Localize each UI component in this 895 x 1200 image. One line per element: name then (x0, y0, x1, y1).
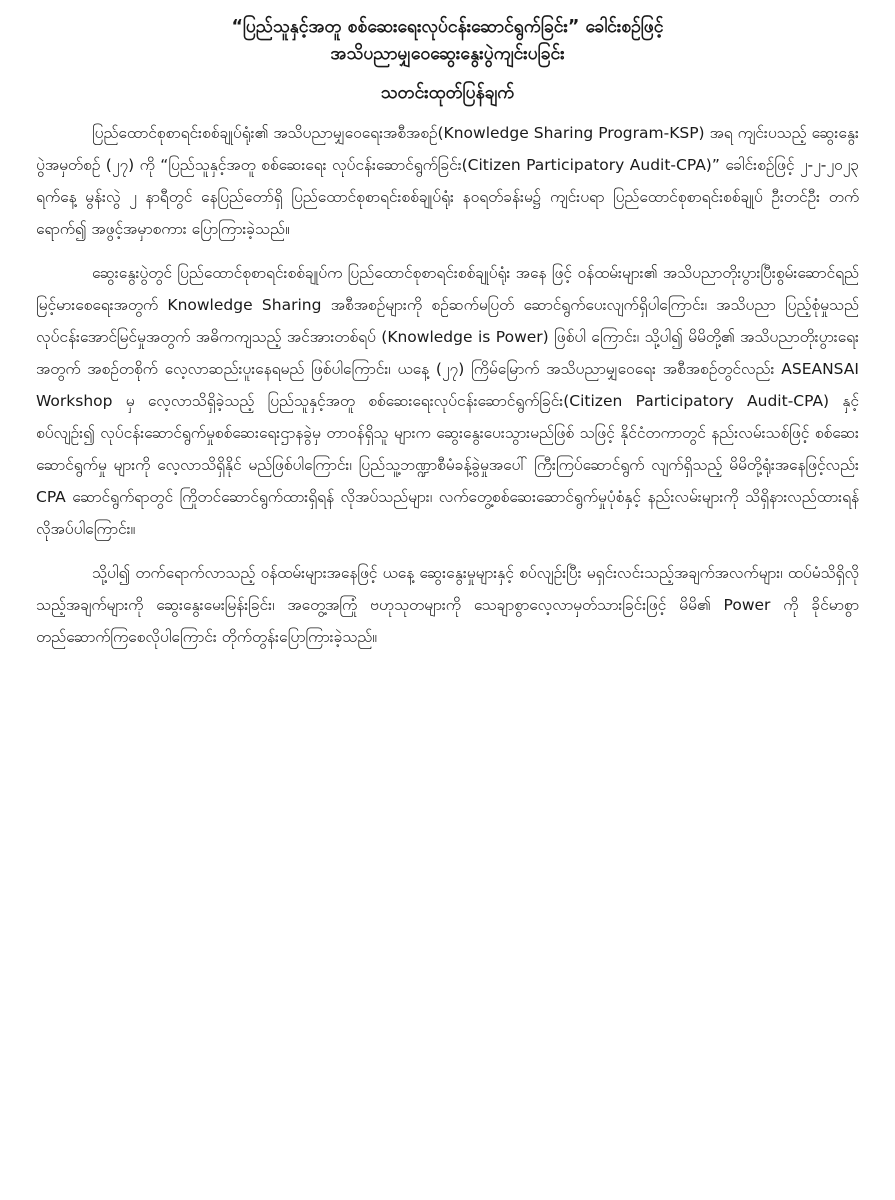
title-line-1: “ပြည်သူနှင့်အတူ စစ်ဆေးရေးလုပ်ငန်းဆောင်ရွက်ခြင်း” ခေါင်းစဉ်ဖြင့် (231, 17, 664, 37)
paragraph-3: သို့ပါ၍ တက်ရောက်လာသည့် ဝန်ထမ်းများအနေဖြင့် ယနေ့ ဆွေးနွေးမှုများနှင့် စပ်လျဉ်းပြီး မရှင်းလင်းသည့်အချက်အလက်များ၊ ထပ်မံသိရှိလိုသည့်အချက်များကို ဆွေးနွေးမေးမြန်းခြင်း၊ အတွေ့အကြုံ ဗဟုသုတများကို သေချာစွာလေ့လာမှတ်သားခြင်းဖြင့် မိမိ၏ Power ကို ခိုင်မာစွာ တည်ဆောက်ကြစေလိုပါကြောင်း တိုက်တွန်းပြောကြားခဲ့သည်။ (36, 564, 859, 647)
paragraph-1: ပြည်ထောင်စုစာရင်းစစ်ချုပ်ရုံး၏ အသိပညာမျှဝေရေးအစီအစဉ်(Knowledge Sharing Program-KSP) အရ ကျင်းပသည့် ဆွေးနွေးပွဲအမှတ်စဉ် (၂၇) ကို “ပြည်သူနှင့်အတူ စစ်ဆေးရေး လုပ်ငန်းဆောင်ရွက်ခြင်း(Citizen Participatory Audit-CPA)” ခေါင်းစဉ်ဖြင့် ၂-၂-၂၀၂၃ ရက်နေ့ မွန်းလွဲ ၂ နာရီတွင် နေပြည်တော်ရှိ ပြည်ထောင်စုစာရင်းစစ်ချုပ်ရုံး နဝရတ်ခန်းမ၌ ကျင်းပရာ ပြည်ထောင်စုစာရင်းစစ်ချုပ် ဦးတင်ဦး တက်ရောက်၍ အဖွင့်အမှာစကား ပြောကြားခဲ့သည်။ (36, 124, 859, 239)
document-subtitle: သတင်းထုတ်ပြန်ချက် (380, 83, 515, 104)
document-title (36, 14, 859, 68)
paragraph-2: ဆွေးနွေးပွဲတွင် ပြည်ထောင်စုစာရင်းစစ်ချုပ်က ပြည်ထောင်စုစာရင်းစစ်ချုပ်ရုံး အနေ ဖြင့် ဝန်ထမ်းများ၏ အသိပညာတိုးပွားပြီးစွမ်းဆောင်ရည်မြင့်မားစေရေးအတွက် Knowledge Sharing အစီအစဉ်များကို စဉ်ဆက်မပြတ် ဆောင်ရွက်ပေးလျက်ရှိပါကြောင်း၊ အသိပညာ ပြည့်စုံမှုသည် လုပ်ငန်းအောင်မြင်မှုအတွက် အဓိကကျသည့် အင်အားတစ်ရပ် (Knowledge is Power) ဖြစ်ပါ ကြောင်း၊ သို့ပါ၍ မိမိတို့၏ အသိပညာတိုးပွားရေးအတွက် အစဉ်တစိုက် လေ့လာဆည်းပူးနေရမည် ဖြစ်ပါကြောင်း၊ ယနေ့ (၂၇) ကြိမ်မြောက် အသိပညာမျှဝေရေး အစီအစဉ်တွင်လည်း ASEANSAI Workshop မှ လေ့လာသိရှိခဲ့သည့် ပြည်သူနှင့်အတူ စစ်ဆေးရေးလုပ်ငန်းဆောင်ရွက်ခြင်း(Citizen Participatory Audit-CPA) နှင့်စပ်လျဉ်း၍ လုပ်ငန်းဆောင်ရွက်မှုစစ်ဆေးရေးဌာနခွဲမှ တာဝန်ရှိသူ များက ဆွေးနွေးပေးသွားမည်ဖြစ် သဖြင့် နိုင်ငံတကာတွင် နည်းလမ်းသစ်ဖြင့် စစ်ဆေးဆောင်ရွက်မှု များကို လေ့လာသိရှိနိုင် မည်ဖြစ်ပါကြောင်း၊ ပြည်သူ့ဘဏ္ဍာစီမံခန့်ခွဲမှုအပေါ် ကြီးကြပ်ဆောင်ရွက် လျက်ရှိသည့် မိမိတို့ရုံးအနေဖြင့်လည်း CPA ဆောင်ရွက်ရာတွင် ကြိုတင်ဆောင်ရွက်ထားရှိရန် လိုအပ်သည်များ၊ လက်တွေ့စစ်ဆေးဆောင်ရွက်မှုပုံစံနှင့် နည်းလမ်းများကို သိရှိနားလည်ထားရန် လိုအပ်ပါကြောင်း။ (36, 264, 859, 539)
title-line-2: အသိပညာမျှဝေဆွေးနွေးပွဲကျင်းပခြင်း (330, 44, 565, 65)
